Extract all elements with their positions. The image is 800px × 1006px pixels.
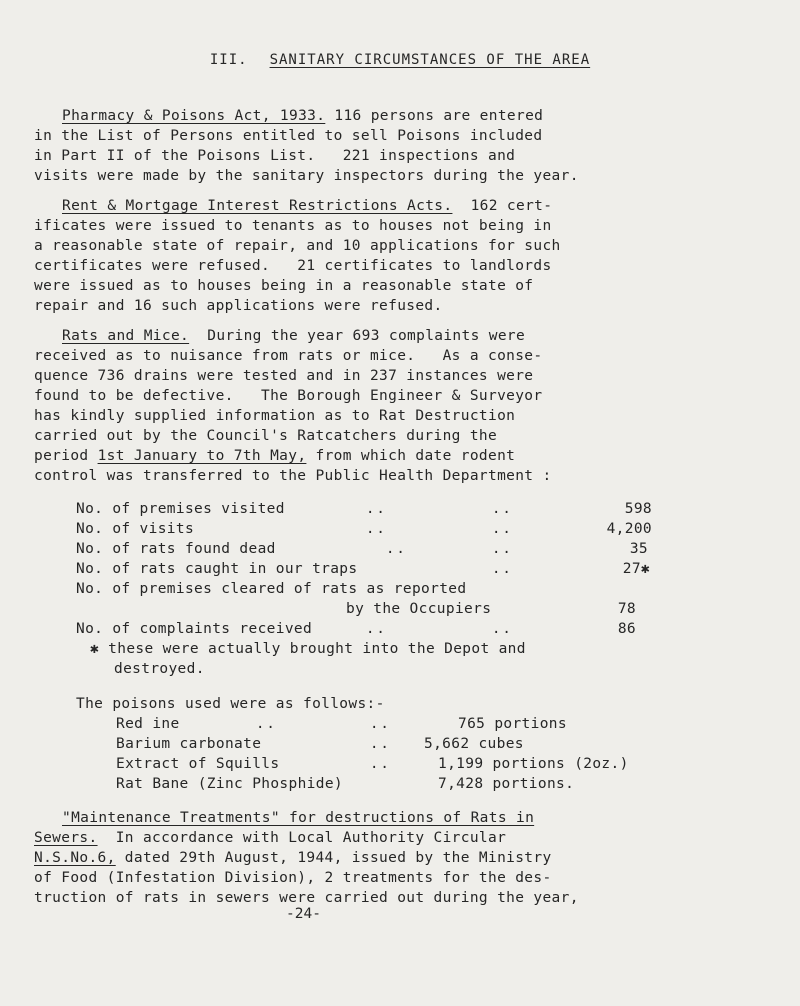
stat-label-rats-found-dead: No. of rats found dead [76,541,276,557]
stat-value-complaints: 86 [617,621,636,637]
poison-qty: 7,428 portions. [438,776,575,792]
rats-line-4: found to be defective. The Borough Engineer & Surveyor [34,388,543,404]
rats-line-7: period 1st January to 7th May, from which date rodent [34,448,516,464]
leader-dots: .. [256,716,277,732]
pharmacy-line-3: in Part II of the Poisons List. 221 inspections and [34,148,516,164]
poison-name: Rat Bane (Zinc Phosphide) [116,776,343,792]
leader-dots: .. [492,561,513,577]
leader-dots: .. [370,736,391,752]
rats-line-1: Rats and Mice. During the year 693 complaints were [62,328,526,344]
maintenance-line-2: Sewers. In accordance with Local Authority Circular [34,830,507,846]
section-title: SANITARY CIRCUMSTANCES OF THE AREA [269,52,591,68]
maintenance-line-3: N.S.No.6, dated 29th August, 1944, issued by the Ministry [34,850,552,866]
leader-dots: .. [366,521,387,537]
stat-label-premises-cleared: No. of premises cleared of rats as reported [76,581,467,597]
rats-line-5: has kindly supplied information as to Rat Destruction [34,408,516,424]
rent-line-4: certificates were refused. 21 certificates to landlords [34,258,552,274]
poison-qty: 1,199 portions (2oz.) [438,756,629,772]
rent-line-1: Rent & Mortgage Interest Restrictions Acts. 162 cert- [62,198,553,214]
poison-name: Extract of Squills [116,756,280,772]
section-number: III. [209,52,248,68]
rats-line-2: received as to nuisance from rats or mice. As a conse- [34,348,543,364]
section-heading [0,52,800,68]
leader-dots: .. [366,501,387,517]
rats-line-8: control was transferred to the Public Health Department : [34,468,552,484]
rent-line-2: ificates were issued to tenants as to houses not being in [34,218,552,234]
pharmacy-line-1: Pharmacy & Poisons Act, 1933. 116 persons are entered [62,108,544,124]
footnote-line-2: destroyed. [114,661,205,677]
pharmacy-line-4: visits were made by the sanitary inspectors during the year. [34,168,579,184]
maintenance-line-1 [62,808,534,828]
maintenance-heading-2: Sewers. [34,830,98,846]
leader-dots: .. [492,621,513,637]
maintenance-line-5: truction of rats in sewers were carried out during the year, [34,890,579,906]
poison-name: Red ine [116,716,180,732]
leader-dots: .. [386,541,407,557]
rent-line-5: were issued as to houses being in a reasonable state of [34,278,534,294]
poison-qty: 5,662 cubes [424,736,524,752]
stat-value-rats-found-dead: 35 [629,541,648,557]
rats-heading: Rats and Mice. [62,328,190,344]
rats-line-3: quence 736 drains were tested and in 237 instances were [34,368,534,384]
stat-value-premises-visited: 598 [624,501,652,517]
stat-value-rats-caught: 27✱ [622,561,650,577]
leader-dots: .. [492,521,513,537]
poison-qty: 765 portions [458,716,567,732]
leader-dots: .. [370,756,391,772]
stat-value-visits: 4,200 [606,521,652,537]
stat-value-premises-cleared: 78 [617,601,636,617]
pharmacy-line-2: in the List of Persons entitled to sell Poisons included [34,128,543,144]
rent-line-3: a reasonable state of repair, and 10 applications for such [34,238,561,254]
page-number: -24- [286,906,321,922]
rent-heading: Rent & Mortgage Interest Restrictions Acts. [62,198,453,214]
circular-ref: N.S.No.6, [34,850,116,866]
stat-label-visits: No. of visits [76,521,195,537]
poisons-intro: The poisons used were as follows:- [76,696,385,712]
poison-name: Barium carbonate [116,736,262,752]
maintenance-heading: "Maintenance Treatments" for destructions of Rats in [62,810,535,826]
pharmacy-heading: Pharmacy & Poisons Act, 1933. [62,108,326,124]
stat-label-premises-cleared-2: by the Occupiers [346,601,492,617]
stat-label-complaints: No. of complaints received [76,621,313,637]
asterisk-icon: ✱ [90,641,100,657]
maintenance-line-4: of Food (Infestation Division), 2 treatments for the des- [34,870,552,886]
leader-dots: .. [366,621,387,637]
stat-label-rats-caught: No. of rats caught in our traps [76,561,358,577]
leader-dots: .. [492,501,513,517]
rent-line-6: repair and 16 such applications were refused. [34,298,443,314]
stat-label-premises-visited: No. of premises visited [76,501,285,517]
leader-dots: .. [492,541,513,557]
date-range: 1st January to 7th May, [97,448,307,464]
rats-line-6: carried out by the Council's Ratcatchers during the [34,428,498,444]
leader-dots: .. [370,716,391,732]
footnote-line-1: ✱ these were actually brought into the Depot and [90,641,526,657]
